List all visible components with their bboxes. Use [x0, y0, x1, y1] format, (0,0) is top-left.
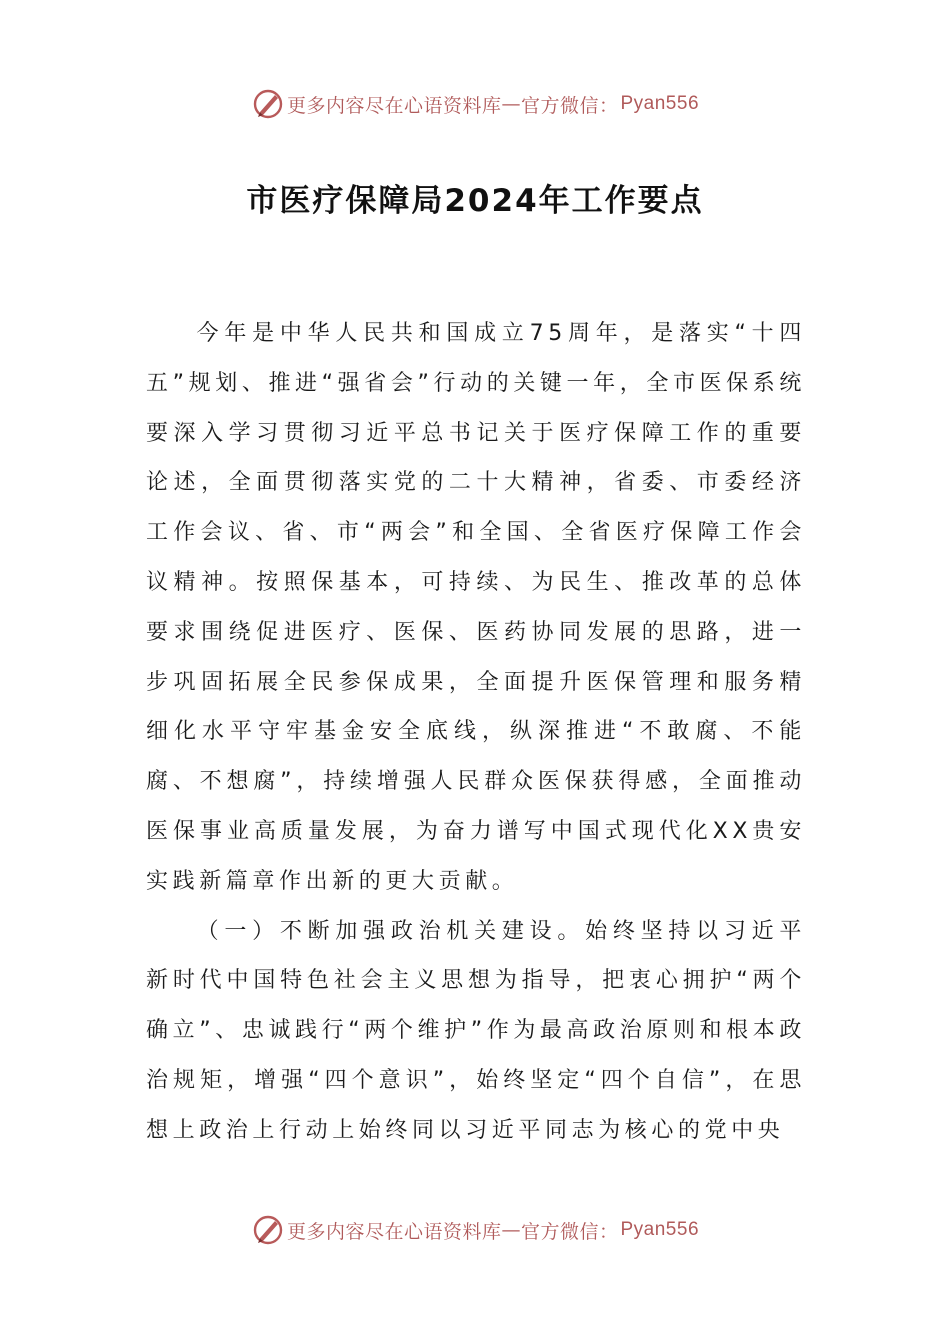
watermark-id: Pyan556 [620, 93, 700, 114]
watermark-footer [0, 1210, 950, 1250]
body-paragraph: （一）不断加强政治机关建设。始终坚持以习近平新时代中国特色社会主义思想为指导，把衷心拥护“两个确立”、忠诚践行“两个维护”作为最高政治原则和根本政治规矩，增强“四个意识”，始终坚定“四个自信”，在思想上政治上行动上始终同以习近平同志为核心的党中央 [146, 918, 806, 1143]
document-body [146, 309, 806, 1156]
watermark-dash: — [501, 1219, 521, 1241]
watermark-id: Pyan556 [620, 1219, 700, 1240]
watermark-header [0, 84, 950, 124]
document-title: 市医疗保障局2024年工作要点 [246, 183, 704, 219]
watermark-brand: 更多内容尽在心语资料库 [286, 1220, 502, 1243]
watermark-label: 官方微信： [520, 94, 619, 117]
watermark-dash: — [501, 93, 521, 115]
pen-logo-icon [251, 1213, 285, 1247]
pen-logo-icon [251, 87, 285, 121]
watermark-brand: 更多内容尽在心语资料库 [286, 94, 502, 117]
watermark-label: 官方微信： [520, 1220, 619, 1243]
body-paragraph: 今年是中华人民共和国成立75周年，是落实“十四五”规划、推进“强省会”行动的关键一年，全市医保系统要深入学习贯彻习近平总书记关于医疗保障工作的重要论述，全面贯彻落实党的二十大精神，省委、市委经济工作会议、省、市“两会”和全国、全省医疗保障工作会议精神。按照保基本，可持续、为民生、推改革的总体要求围绕促进医疗、医保、医药协同发展的思路，进一步巩固拓展全民参保成果，全面提升医保管理和服务精细化水平守牢基金安全底线，纵深推进“不敢腐、不能腐、不想腐”，持续增强人民群众医保获得感，全面推动医保事业高质量发展，为奋力谱写中国式现代化XX贵安实践新篇章作出新的更大贡献。 [146, 321, 806, 894]
